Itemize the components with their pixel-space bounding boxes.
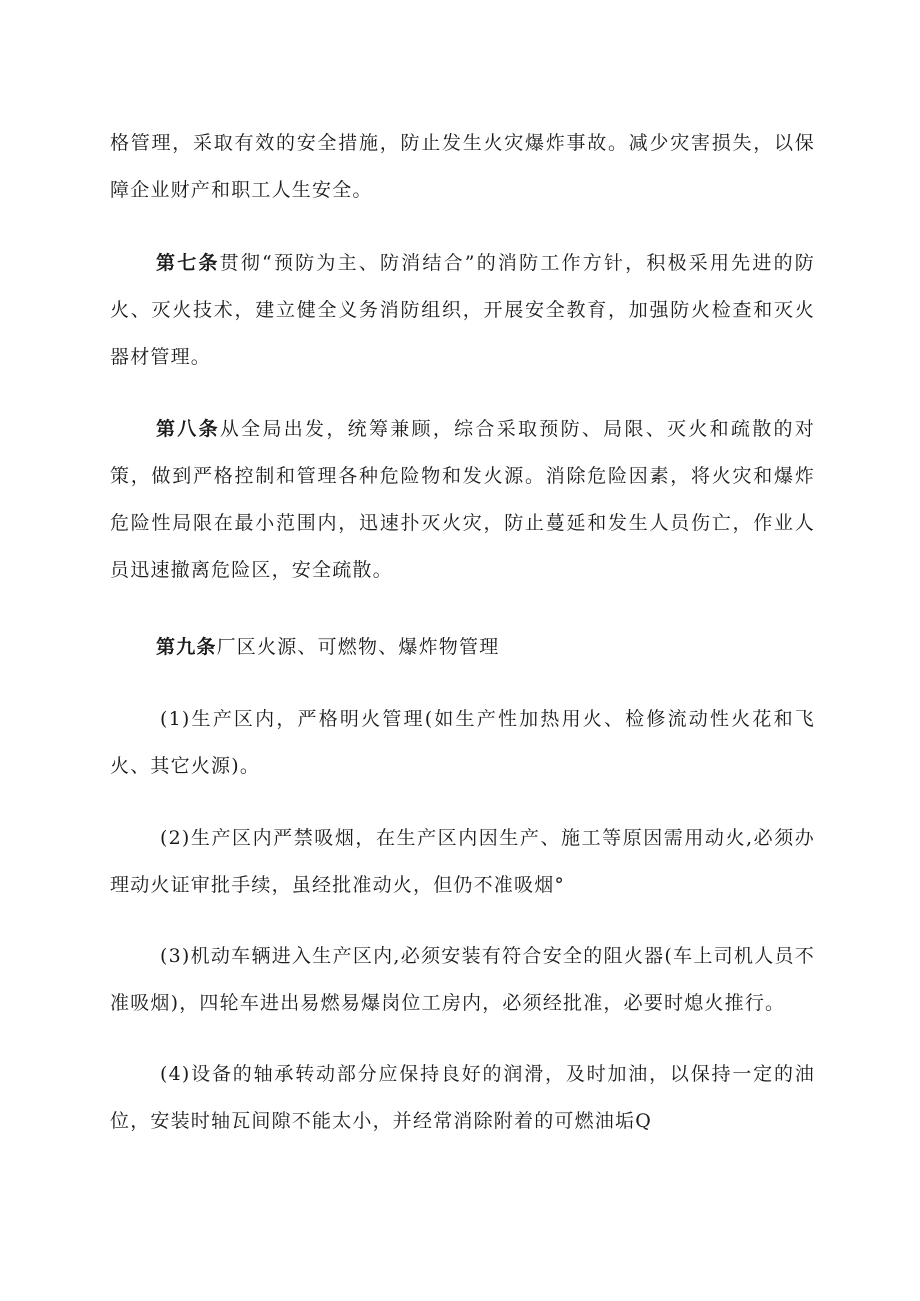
paragraph-text: 格管理，采取有效的安全措施，防止发生火灾爆炸事故。减少灾害损失，以保障企业财产和职工人生安全。 — [110, 132, 815, 201]
list-item-text: (3)机动车辆进入生产区内,必须安装有符合安全的阻火器(车上司机人员不准吸烟)，四轮车进出易燃易爆岗位工房内，必须经批准，必要时熄火推行。 — [110, 945, 815, 1014]
article-9-paragraph — [110, 624, 815, 671]
paragraph-text: 从全局出发，统筹兼顾，综合采取预防、局限、灭火和疏散的对策，做到严格控制和管理各种危险物和发火源。消除危险因素，将火灾和爆炸危险性局限在最小范围内，迅速扑灭火灾，防止蔓延和发生人员伤亡，作业人员迅速撤离危险区，安全疏散。 — [110, 418, 815, 581]
paragraph-text: 厂区火源、可燃物、爆炸物管理 — [216, 636, 500, 658]
list-item — [110, 1051, 815, 1145]
paragraph-text: 贯彻“预防为主、防消结合”的消防工作方针，积极采用先进的防火、灭火技术，建立健全义务消防组织，开展安全教育，加强防火检查和灭火器材管理。 — [110, 252, 815, 368]
list-item-text: (4)设备的轴承转动部分应保持良好的润滑，及时加油，以保持一定的油位，安装时轴瓦间隙不能太小，并经常消除附着的可燃油垢Q — [110, 1063, 815, 1132]
list-item — [110, 933, 815, 1027]
list-item — [110, 696, 815, 790]
list-item-text: (1)生产区内，严格明火管理(如生产性加热用火、检修流动性火花和飞火、其它火源)。 — [110, 708, 815, 777]
article-heading: 第九条 — [156, 636, 217, 658]
list-item-text: (2)生产区内严禁吸烟，在生产区内因生产、施工等原因需用动火,必须办理动火证审批手续，虽经批准动火，但仍不准吸烟° — [110, 827, 815, 896]
article-heading: 第七条 — [156, 252, 220, 274]
article-8-paragraph — [110, 406, 815, 594]
list-item — [110, 815, 815, 909]
article-heading: 第八条 — [156, 418, 220, 440]
article-7-paragraph — [110, 240, 815, 381]
paragraph-continuation — [110, 120, 815, 214]
